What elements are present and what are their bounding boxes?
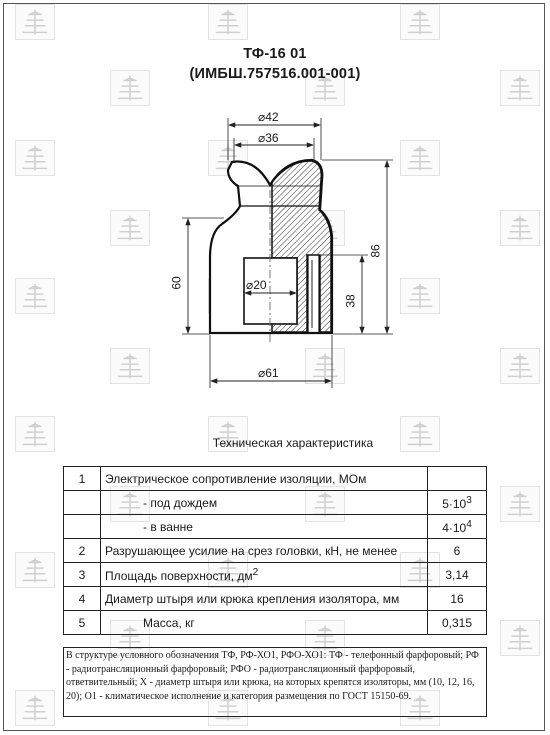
row-number (64, 491, 101, 515)
row-number (64, 515, 101, 539)
logo-watermark-icon (15, 690, 55, 726)
row-value: $5\cdot 10^3$ (428, 491, 487, 515)
row-text: Масса, кг (101, 611, 428, 635)
drawing-code: (ИМБШ.757516.001-001) (189, 66, 361, 82)
table-row (64, 563, 487, 587)
row-text: Площадь поверхности, $дм^2$ (101, 563, 428, 587)
row-number: 2 (64, 539, 101, 563)
row-text: - в ванне (101, 515, 428, 539)
table-row (64, 539, 487, 563)
table-row (64, 467, 487, 491)
drawing-title: ТФ-16 01 (243, 46, 307, 62)
row-text: Разрушающее усилие на срез головки, кН, не менее (101, 539, 428, 563)
logo-watermark-icon (500, 620, 540, 656)
row-value: $4\cdot 10^4$ (428, 515, 487, 539)
logo-watermark-icon (15, 552, 55, 588)
spec-table (63, 466, 487, 635)
dim-label-height-total: 86 (368, 244, 383, 258)
dim-label-base: ⌀61 (258, 366, 279, 380)
dim-label-height-body: 60 (169, 276, 184, 290)
row-value: 3,14 (428, 563, 487, 587)
row-value (428, 467, 487, 491)
dim-label-bore: ⌀20 (246, 278, 267, 292)
dim-label-height-bore: 38 (343, 294, 358, 308)
row-number: 1 (64, 467, 101, 491)
table-row (64, 587, 487, 611)
dim-label-top-outer: ⌀42 (258, 110, 279, 124)
dim-label-top-inner: ⌀36 (258, 131, 279, 145)
row-text: Электрическое сопротивление изоляции, МОм (101, 467, 428, 491)
row-number: 3 (64, 563, 101, 587)
logo-watermark-icon (500, 486, 540, 522)
row-value: 16 (428, 587, 487, 611)
row-number: 5 (64, 611, 101, 635)
row-text: - под дождем (101, 491, 428, 515)
row-number: 4 (64, 587, 101, 611)
table-row (64, 515, 487, 539)
designation-note: В структуре условного обозначения ТФ, РФ-ХО1, РФО-ХО1: ТФ - телефонный фарфоровый; РФ - радиотрансляционный фарфоровый; РФО - радиотрансляционный фарфоровый, ответвительный; Х - диаметр штыря или крюка, на которых крепятся изоляторы, мм (10, 12, 16, 20); О1 - климатическое исполнение и категория размещения по ГОСТ 15150-69. (63, 647, 487, 717)
table-row (64, 611, 487, 635)
row-value: 6 (428, 539, 487, 563)
row-text: Диаметр штыря или крюка крепления изолятора, мм (101, 587, 428, 611)
table-row (64, 491, 487, 515)
spec-heading: Техническая характеристика (212, 436, 374, 450)
row-value: 0,315 (428, 611, 487, 635)
